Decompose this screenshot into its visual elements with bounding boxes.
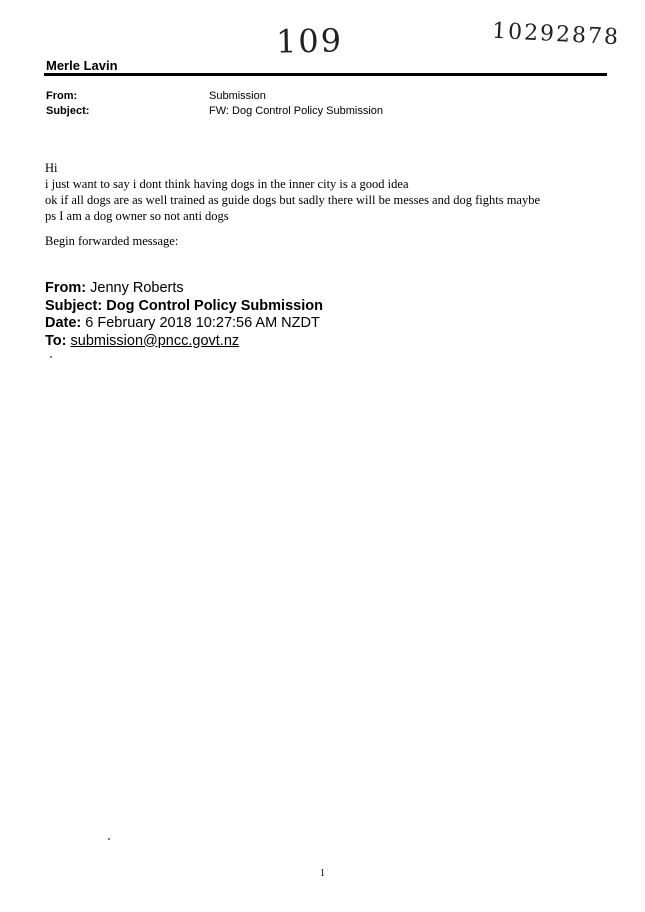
forwarded-date-row <box>45 315 323 333</box>
body-line: ps I am a dog owner so not anti dogs <box>45 209 229 223</box>
header-divider <box>44 73 607 76</box>
forwarded-header <box>45 280 323 350</box>
body-line: ok if all dogs are as well trained as guide dogs but sadly there will be messes and dog fights maybe <box>45 193 541 207</box>
forwarded-from-value: Jenny Roberts <box>90 280 184 296</box>
forwarded-from-label: From: <box>45 280 87 296</box>
from-value: Submission <box>209 90 266 102</box>
forwarded-to-row <box>45 333 323 351</box>
forwarded-from-row <box>45 280 323 298</box>
forwarded-subject-row <box>45 298 323 316</box>
body-line: i just want to say i dont think having dogs in the inner city is a good idea <box>45 177 409 191</box>
forwarded-date-label: Date: <box>45 315 82 331</box>
scan-speck <box>108 838 110 840</box>
handwritten-reference-number: 10292878 <box>491 18 621 51</box>
page-number: 1 <box>320 868 325 879</box>
forwarded-to-email-link[interactable]: submission@pncc.govt.nz <box>70 332 240 349</box>
from-label: From: <box>46 90 78 102</box>
forwarded-subject-value: Dog Control Policy Submission <box>106 297 323 314</box>
forwarded-subject-label: Subject: <box>45 297 103 314</box>
body-line: Hi <box>45 161 58 175</box>
forwarded-to-label: To: <box>45 332 67 349</box>
subject-label: Subject: <box>46 105 90 117</box>
sender-name: Merle Lavin <box>46 58 118 73</box>
handwritten-document-number: 109 <box>275 21 344 61</box>
message-body <box>45 160 605 224</box>
forwarded-date-value: 6 February 2018 10:27:56 AM NZDT <box>85 315 320 331</box>
subject-value: FW: Dog Control Policy Submission <box>209 105 384 117</box>
scan-speck <box>50 356 52 358</box>
forward-intro: Begin forwarded message: <box>45 234 179 248</box>
